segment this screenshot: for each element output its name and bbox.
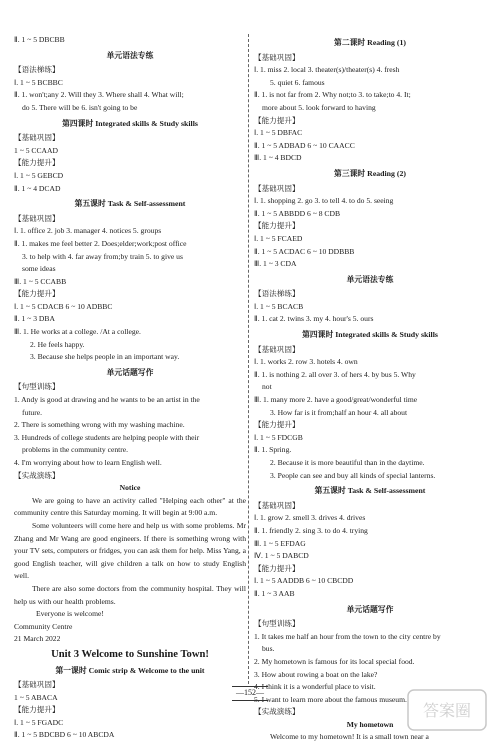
left-line-37: There are also some doctors from the community hospital. They will help us with our health problems. [14,583,246,606]
left-line-26: 【句型训练】 [14,382,60,392]
right-line-15: Ⅰ. 1 ~ 5 FCAED [254,233,303,243]
watermark-text: 答案圈 [422,701,472,720]
right-line-8: Ⅱ. 1 ~ 5 ADBAD 6 ~ 10 CAACC [254,140,355,150]
right-line-9: Ⅲ. 1 ~ 4 BDCD [254,153,302,163]
left-line-29: 2. There is something wrong with my washing machine. [14,420,185,430]
right-line-19: 【语法梯练】 [254,289,300,299]
page-number-text: —152— [232,686,268,701]
right-line-2: Ⅰ. 1. miss 2. local 3. theater(s)/theater(s) 4. fresh [254,65,400,75]
right-line-5: more about 5. look forward to having [262,102,376,112]
right-line-1: 【基础巩固】 [254,52,300,62]
right-line-50: 5. I want to learn more about the famous museum. [254,694,407,704]
left-line-36: Some volunteers will come here and help us with some problems. Mr Zhang and Mr Wang are good engineers. If there is something wrong with your TV sets, computers or fridges, you can ask them for help. Miss Yang, a good English teacher, will give children a talk on how to study English well. [14,520,246,581]
left-line-24: 3. Because she helps people in an important way. [30,352,180,362]
right-line-42: Ⅱ. 1 ~ 3 AAB [254,588,295,598]
left-line-14: Ⅰ. 1. office 2. job 3. manager 4. notices 5. groups [14,226,162,236]
right-line-6: 【能力提升】 [254,115,300,125]
left-line-5: do 5. There will be 6. isn't going to be [22,102,138,112]
right-line-37: Ⅱ. 1. friendly 2. sing 3. to do 4. trying [254,525,368,535]
right-line-30: Ⅰ. 1 ~ 5 FDCGB [254,432,303,442]
right-line-14: 【能力提升】 [254,221,300,231]
right-line-3: 5. quiet 6. famous [270,77,325,87]
left-line-1: 单元语法专练 [106,50,154,60]
right-line-25: Ⅱ. 1. is nothing 2. all over 3. of hers 4. by bus 5. Why [254,369,416,379]
left-column [14,34,246,742]
right-line-51: 【实战演练】 [254,707,300,717]
left-line-15: Ⅱ. 1. makes me feel better 2. Does;elder;work;post office [14,238,187,248]
right-line-52: My hometown [346,719,394,729]
left-line-22: Ⅲ. 1. He works at a college. /At a college. [14,327,141,337]
left-line-3: Ⅰ. 1 ~ 5 BCBBC [14,77,63,87]
left-line-17: some ideas [22,264,56,274]
right-line-29: 【能力提升】 [254,420,300,430]
left-line-10: Ⅰ. 1 ~ 5 GEBCD [14,170,64,180]
left-line-18: Ⅲ. 1 ~ 5 CCABB [14,276,67,286]
left-line-12: 第五课时 Task & Self-assessment [74,199,186,209]
left-line-23: 2. He feels happy. [30,339,85,349]
right-line-7: Ⅰ. 1 ~ 5 DBFAC [254,128,303,138]
left-line-32: 4. I'm worrying about how to learn English well. [14,458,162,467]
left-line-6: 第四课时 Integrated skills & Study skills [62,118,198,128]
right-line-10: 第三课时 Reading (2) [334,168,406,178]
right-line-23: 【基础巩固】 [254,344,300,354]
left-line-25: 单元话题写作 [106,367,154,377]
right-line-16: Ⅱ. 1 ~ 5 ACDAC 6 ~ 10 DDBBB [254,246,355,256]
right-line-17: Ⅲ. 1 ~ 3 CDA [254,259,297,269]
left-line-31: problems in the community centre. [22,445,129,455]
column-divider [248,34,249,684]
right-line-49: 4. I think it is a wonderful place to visit. [254,682,376,692]
left-line-13: 【基础巩固】 [14,213,60,223]
right-line-38: Ⅲ. 1 ~ 5 EFDAG [254,538,306,548]
right-line-11: 【基础巩固】 [254,183,300,193]
left-line-44: 1 ~ 5 ABACA [14,692,58,702]
left-line-40: 21 March 2022 [14,634,61,644]
left-line-39: Community Centre [14,621,73,631]
right-line-21: Ⅱ. 1. cat 2. twins 3. my 4. hour's 5. ours [254,314,374,324]
right-line-27: Ⅲ. 1. many more 2. have a good/great/wonderful time [254,395,418,405]
right-line-35: 【基础巩固】 [254,500,300,510]
left-line-2: 【语法梯练】 [14,65,60,75]
right-line-31: Ⅱ. 1. Spring. [254,445,292,455]
right-line-4: Ⅱ. 1. is not far from 2. Why not;to 3. to take;to 4. It; [254,90,411,100]
right-line-32: 2. Because it is more beautiful than in the daytime. [270,458,425,467]
right-line-44: 【句型训练】 [254,619,300,629]
left-line-19: 【能力提升】 [14,289,60,299]
left-line-46: Ⅰ. 1 ~ 5 FGADC [14,717,64,727]
left-line-4: Ⅱ. 1. won't;any 2. Will they 3. Where shall 4. What will; [14,90,184,100]
left-line-9: 【能力提升】 [14,158,60,168]
left-line-16: 3. to help with 4. far away from;by train 5. to give us [22,251,183,261]
right-line-45: 1. It takes me half an hour from the town to the city centre by [254,631,441,641]
left-line-20: Ⅰ. 1 ~ 5 CDACB 6 ~ 10 ADBBC [14,301,113,311]
left-line-0: Ⅱ. 1 ~ 5 DBCBB [14,35,65,44]
left-line-33: 【实战演练】 [14,470,60,480]
left-line-8: 1 ~ 5 CCAAD [14,145,58,155]
right-line-0: 第二课时 Reading (1) [334,38,406,47]
left-line-47: Ⅱ. 1 ~ 5 BDCBD 6 ~ 10 ABCDA [14,730,115,740]
left-line-45: 【能力提升】 [14,705,60,715]
left-line-41: Unit 3 Welcome to Sunshine Town! [51,648,209,660]
right-line-33: 3. People can see and buy all kinds of special lanterns. [270,470,436,480]
right-line-46: bus. [262,644,275,654]
left-line-42: 第一课时 Comic strip & Welcome to the unit [55,665,205,675]
left-line-27: 1. Andy is good at drawing and he wants to be an artist in the [14,395,200,405]
left-line-34: Notice [119,483,141,493]
right-line-53: Welcome to my hometown! It is a small town near a [270,732,429,742]
right-line-39: Ⅳ. 1 ~ 5 DABCD [254,551,309,561]
left-line-30: 3. Hundreds of college students are helping people with their [14,432,200,442]
right-line-26: not [262,382,272,392]
right-line-34: 第五课时 Task & Self-assessment [314,486,426,496]
left-line-43: 【基础巩固】 [14,680,60,690]
right-line-47: 2. My hometown is famous for its local special food. [254,656,415,666]
right-line-41: Ⅰ. 1 ~ 5 AADDB 6 ~ 10 CBCDD [254,576,354,586]
right-column [254,34,486,744]
left-line-11: Ⅱ. 1 ~ 4 DCAD [14,183,61,193]
left-line-35: We are going to have an activity called "Helping each other" at the community centre this Saturday morning. It will begin at 9:00 a.m. [14,495,246,518]
watermark-logo [406,686,488,734]
left-line-28: future. [22,407,43,417]
left-line-21: Ⅱ. 1 ~ 3 DBA [14,314,55,324]
right-line-28: 3. How far is it from;half an hour 4. all about [270,407,408,417]
right-line-22: 第四课时 Integrated skills & Study skills [302,330,438,340]
right-line-24: Ⅰ. 1. works 2. row 3. hotels 4. own [254,357,358,367]
right-line-20: Ⅰ. 1 ~ 5 BCACB [254,301,304,311]
right-line-43: 单元话题写作 [346,604,394,614]
left-line-38: Everyone is welcome! [36,609,104,619]
right-line-12: Ⅰ. 1. shopping 2. go 3. to tell 4. to do 5. seeing [254,196,394,206]
left-line-7: 【基础巩固】 [14,133,60,143]
right-line-40: 【能力提升】 [254,563,300,573]
right-line-13: Ⅱ. 1 ~ 5 ABBDD 6 ~ 8 CDB [254,208,341,218]
right-line-36: Ⅰ. 1. grow 2. smell 3. drives 4. drives [254,513,366,523]
right-line-18: 单元语法专练 [346,274,394,284]
right-line-48: 3. How about rowing a boat on the lake? [254,669,378,679]
